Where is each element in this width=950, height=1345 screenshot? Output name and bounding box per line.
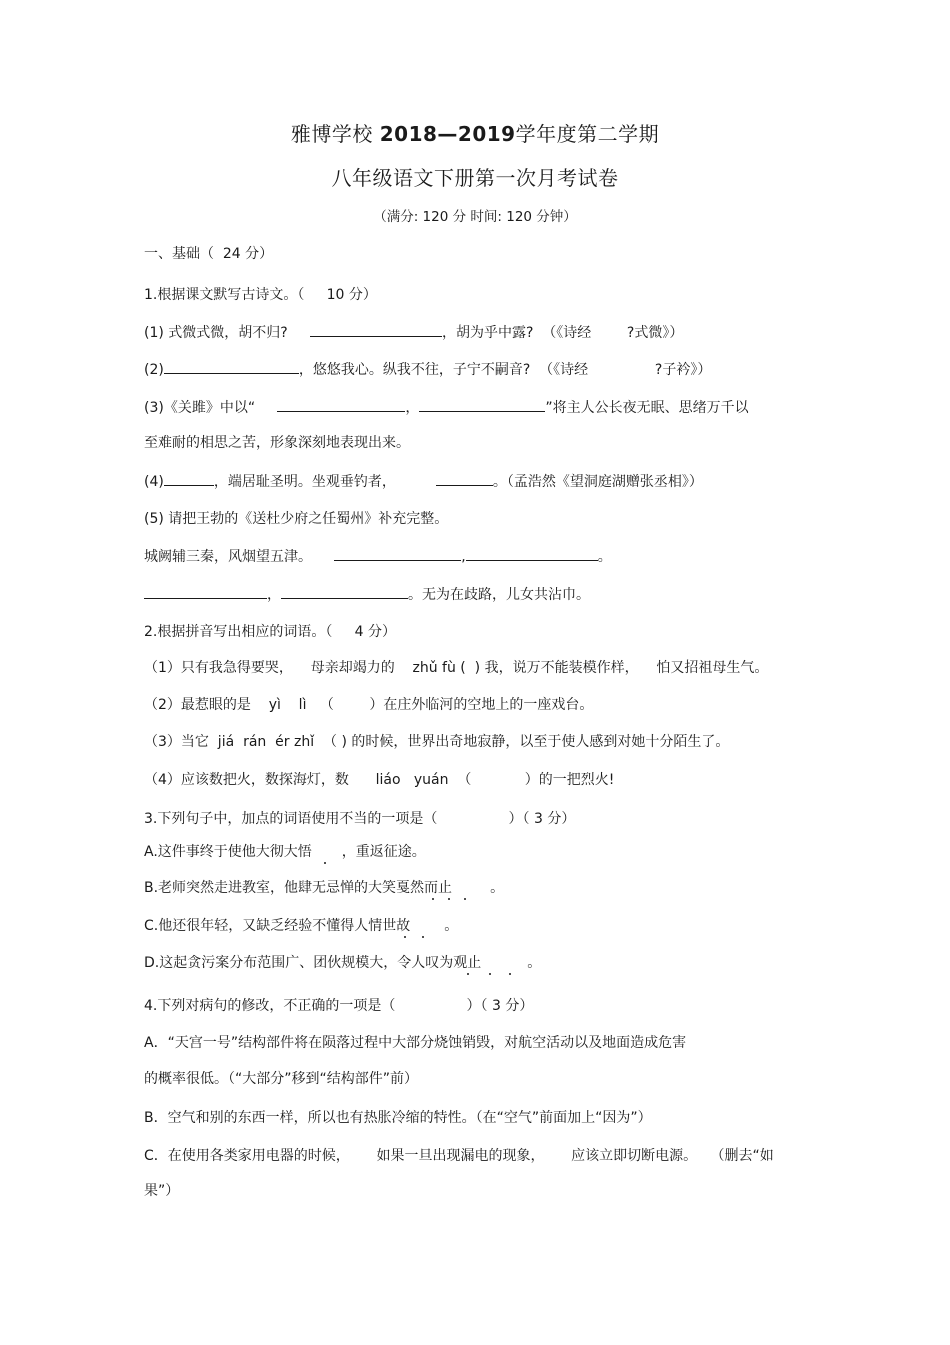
- answer-blank[interactable]: [419, 397, 545, 412]
- q2-line-2: （2）最惹眼的是 yì lì （ ）在庄外临河的空地上的一座戏台。: [144, 697, 594, 713]
- answer-blank[interactable]: [310, 322, 442, 337]
- q1-line-6: 城阙辅三秦，风烟望五津。 , 。: [144, 546, 612, 567]
- q4-option-c: C．在使用各类家用电器的时候， 如果一旦出现漏电的现象， 应该立即切断电源。 （删去“如: [144, 1148, 774, 1164]
- q3-option-b: B.老师突然走进教室，他肆无忌惮的大笑戛然而止 。: [144, 878, 504, 898]
- answer-blank[interactable]: [144, 584, 267, 599]
- answer-blank[interactable]: [281, 584, 408, 599]
- q1-line-3-cont: 至难耐的相思之苦，形象深刻地表现出来。: [144, 435, 410, 451]
- school-name: 雅博学校: [290, 122, 373, 146]
- question-1-heading: 1.根据课文默写古诗文。（ 10 分）: [144, 287, 377, 303]
- school-year: 2018—2019: [379, 122, 516, 146]
- answer-blank[interactable]: [277, 397, 405, 412]
- exam-title: 八年级语文下册第一次月考试卷: [331, 166, 619, 190]
- q3-option-a: A.这件事终于使他大彻大悟 ，重返征途。: [144, 842, 426, 862]
- q1-line-5: (5) 请把王勃的《送杜少府之任蜀州》补充完整。: [144, 511, 449, 527]
- q1-line-4: (4) ，端居耻圣明。坐观垂钓者， 。（孟浩然《望洞庭湖赠张丞相》）: [144, 471, 703, 492]
- q4-option-a: A．“天宫一号”结构部件将在陨落过程中大部分烧蚀销毁，对航空活动以及地面造成危害: [144, 1035, 687, 1051]
- q1-line-2: (2) ，悠悠我心。纵我不往，子宁不嗣音? （《诗经 ?子衿》）: [144, 359, 711, 380]
- q1-line-7: ， 。无为在歧路，儿女共沾巾。: [144, 584, 590, 605]
- school-title: [0, 118, 950, 147]
- q2-line-4: （4）应该数把火，数探海灯，数 liáo yuán （ ）的一把烈火!: [144, 772, 615, 788]
- q1-line-1: (1) 式微式微，胡不归? ，胡为乎中露? （《诗经 ?式微》）: [144, 322, 683, 343]
- answer-blank[interactable]: [436, 471, 493, 486]
- q2-line-3: （3）当它 jiá rán ér zhǐ （ ) 的时候，世界出奇地寂静，以至于使人感到对她十分陌生了。: [144, 734, 730, 750]
- answer-blank[interactable]: [466, 546, 598, 561]
- section-heading: 一、基础（ 24 分）: [144, 246, 274, 262]
- question-2-heading: 2.根据拼音写出相应的词语。（ 4 分）: [144, 624, 396, 640]
- question-4-heading: 4.下列对病句的修改，不正确的一项是（ ）（ 3 分）: [144, 998, 534, 1014]
- semester: 学年度第二学期: [515, 122, 660, 146]
- question-3-heading: 3.下列句子中，加点的词语使用不当的一项是（ ）（ 3 分）: [144, 811, 576, 827]
- q4-option-a-cont: 的概率很低。（“大部分”移到“结构部件”前）: [144, 1071, 419, 1087]
- answer-blank[interactable]: [334, 546, 461, 561]
- answer-blank[interactable]: [164, 471, 214, 486]
- q3-option-d: D.这起贪污案分布范围广、团伙规模大，令人叹为观止 。: [144, 953, 541, 973]
- answer-blank[interactable]: [164, 359, 299, 374]
- q4-option-c-cont: 果”）: [144, 1183, 180, 1199]
- q3-option-c: C.他还很年轻，又缺乏经验不懂得人情世故 。: [144, 916, 458, 936]
- q1-line-3: (3)《关雎》中以“ ， ”将主人公长夜无眠、思绪万千以: [144, 397, 749, 418]
- exam-meta: （满分: 120 分 时间: 120 分钟）: [373, 209, 577, 225]
- q4-option-b: B．空气和别的东西一样，所以也有热胀冷缩的特性。（在“空气”前面加上“因为”）: [144, 1110, 652, 1126]
- q2-line-1: （1）只有我急得要哭， 母亲却竭力的 zhǔ fù ( ) 我，说万不能装模作样， 怕又招祖母生气。: [144, 660, 769, 676]
